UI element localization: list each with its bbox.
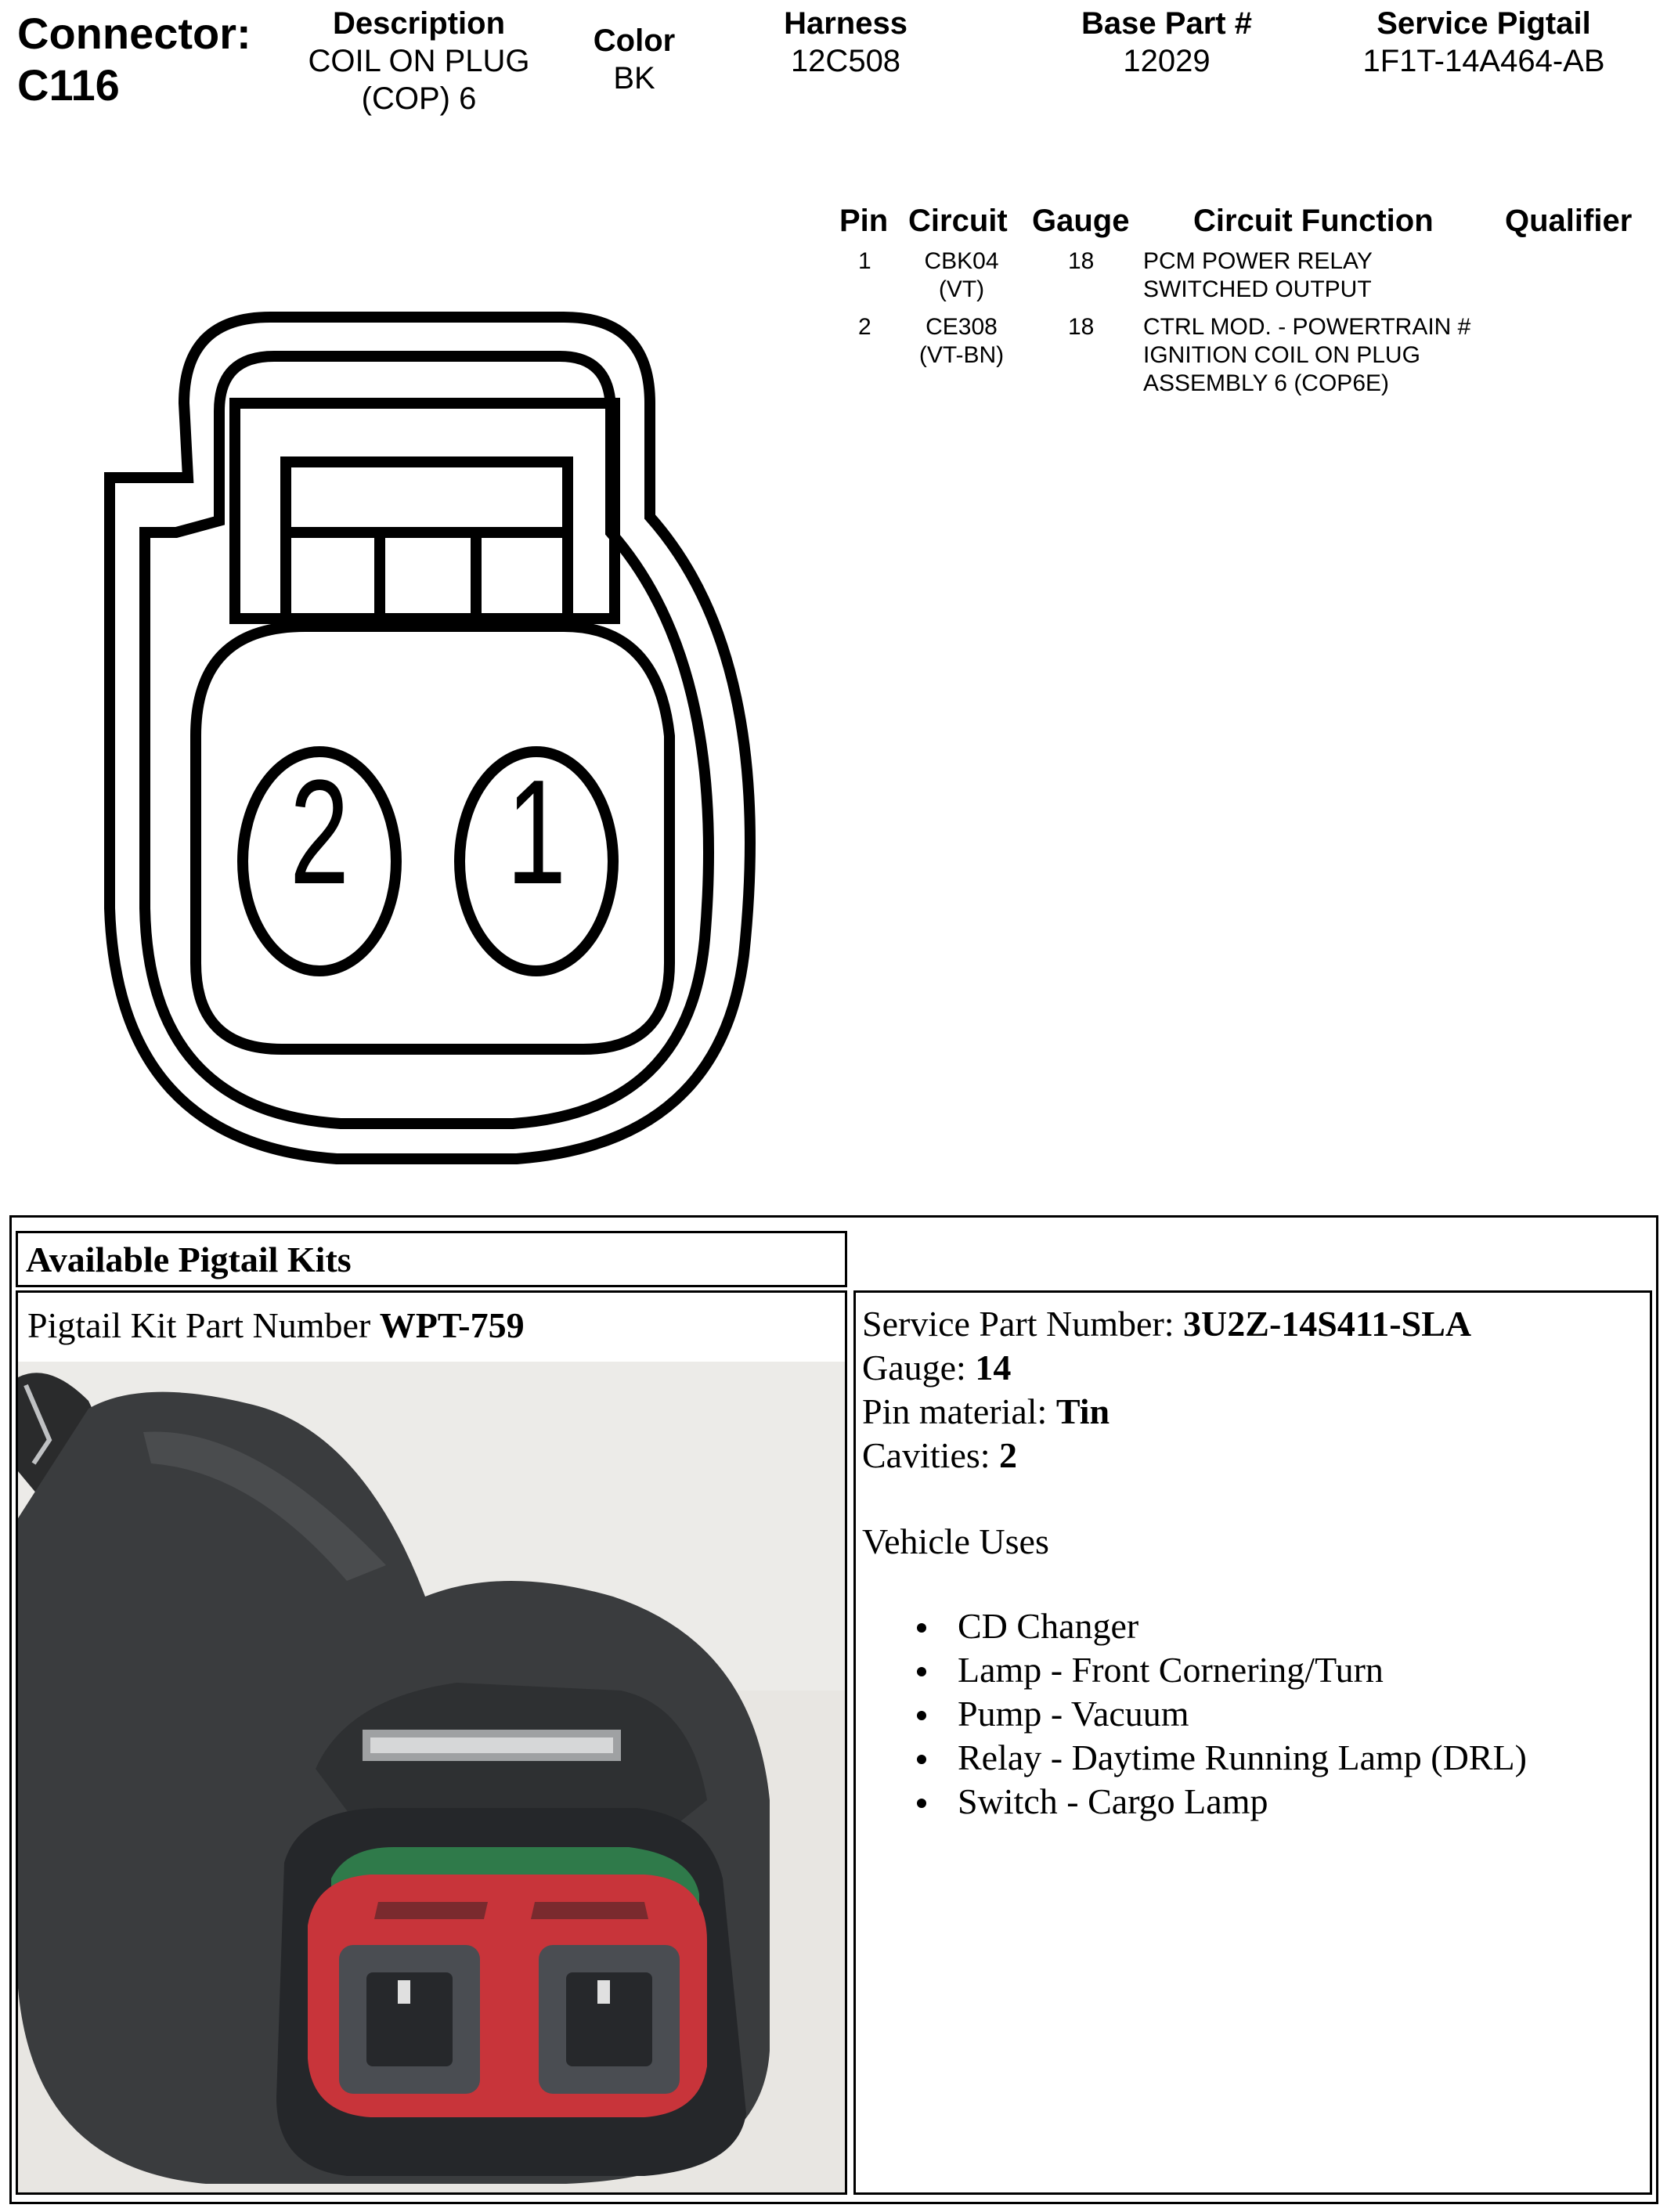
harness-value: 12C508 bbox=[790, 44, 901, 78]
pin-table-header-pin: Pin bbox=[839, 204, 889, 238]
connector-latch-tab bbox=[286, 462, 568, 619]
base-part-column bbox=[1034, 5, 1300, 80]
pin-row-2-function bbox=[1143, 313, 1470, 398]
pin-row-2-circuit bbox=[908, 313, 1015, 370]
harness-header: Harness bbox=[784, 6, 907, 41]
spec-gauge-value: 14 bbox=[975, 1348, 1012, 1387]
pin-table-header-qualifier: Qualifier bbox=[1505, 204, 1633, 238]
pin-row-1-function bbox=[1143, 247, 1373, 304]
service-pigtail-column bbox=[1323, 5, 1644, 80]
spec-pin-material bbox=[862, 1390, 1527, 1434]
vehicle-uses-heading: Vehicle Uses bbox=[862, 1521, 1049, 1561]
spec-service-part-number-label: Service Part Number: bbox=[862, 1304, 1184, 1344]
spec-service-part-number-value: 3U2Z-14S411-SLA bbox=[1183, 1304, 1472, 1344]
spec-cavities-value: 2 bbox=[999, 1435, 1018, 1475]
spec-service-part-number bbox=[862, 1302, 1527, 1346]
pin-row-1-circuit bbox=[908, 247, 1015, 304]
pigtail-kit-panel bbox=[16, 1290, 847, 2195]
pin-label-2: 2 bbox=[289, 749, 350, 916]
description-line-2: (COP) 6 bbox=[361, 81, 477, 116]
vehicle-use-item bbox=[917, 1604, 1527, 1648]
kit-part-number bbox=[27, 1305, 525, 1346]
vehicle-use-text: Lamp - Front Cornering/Turn bbox=[958, 1650, 1384, 1690]
vehicle-use-text: CD Changer bbox=[958, 1606, 1139, 1646]
pin-table-header-function: Circuit Function bbox=[1193, 204, 1434, 238]
spec-pin-material-label: Pin material: bbox=[862, 1391, 1056, 1431]
connector-face-diagram bbox=[78, 298, 767, 1190]
harness-column bbox=[728, 5, 963, 80]
base-part-value: 12029 bbox=[1123, 44, 1211, 78]
pin-row-1-function-line-2: SWITCHED OUTPUT bbox=[1143, 276, 1372, 302]
base-part-header: Base Part # bbox=[1081, 6, 1252, 41]
connector-title bbox=[17, 8, 251, 111]
pigtail-specs-panel bbox=[853, 1290, 1652, 2195]
vehicle-use-item bbox=[917, 1736, 1527, 1780]
color-header: Color bbox=[593, 23, 676, 58]
vehicle-use-text: Relay - Daytime Running Lamp (DRL) bbox=[958, 1737, 1527, 1777]
vehicle-use-text: Pump - Vacuum bbox=[958, 1694, 1189, 1734]
description-column bbox=[262, 5, 576, 117]
pin-row-2-gauge: 18 bbox=[1068, 314, 1095, 340]
connector-terminal-face bbox=[196, 626, 669, 1049]
pigtail-specs bbox=[862, 1302, 1527, 1824]
pin-row-1-function-line-1: PCM POWER RELAY bbox=[1143, 248, 1373, 274]
vehicle-use-item bbox=[917, 1648, 1527, 1692]
kit-part-value: WPT-759 bbox=[379, 1305, 525, 1345]
pigtail-connector-photo bbox=[18, 1362, 845, 2195]
spec-gauge-label: Gauge: bbox=[862, 1348, 976, 1387]
pin-row-2-function-line-1: CTRL MOD. - POWERTRAIN # bbox=[1143, 314, 1471, 340]
service-pigtail-header: Service Pigtail bbox=[1377, 6, 1591, 41]
bullet-icon bbox=[917, 1667, 926, 1676]
vehicle-uses-list bbox=[917, 1604, 1527, 1824]
pin-label-1: 1 bbox=[506, 749, 567, 916]
pin-table-header-gauge: Gauge bbox=[1032, 204, 1130, 238]
connector-label: Connector: bbox=[17, 9, 251, 58]
service-pigtail-value: 1F1T-14A464-AB bbox=[1362, 44, 1605, 78]
pin-row-1-pin: 1 bbox=[858, 248, 871, 274]
vehicle-use-item bbox=[917, 1780, 1527, 1824]
bullet-icon bbox=[917, 1799, 926, 1808]
bullet-icon bbox=[917, 1711, 926, 1720]
kit-part-label: Pigtail Kit Part Number bbox=[27, 1305, 380, 1345]
pin-row-1-circuit-color: (VT) bbox=[938, 276, 985, 302]
connector-id: C116 bbox=[17, 60, 120, 110]
color-column bbox=[564, 22, 705, 97]
pin-row-2-circuit-code: CE308 bbox=[926, 314, 998, 340]
description-header: Description bbox=[332, 6, 506, 41]
spec-cavities bbox=[862, 1434, 1527, 1478]
pin-table-header-circuit: Circuit bbox=[908, 204, 1008, 238]
connector-outer-shell bbox=[110, 317, 750, 1159]
pin-row-1-gauge: 18 bbox=[1068, 248, 1095, 274]
spec-cavities-label: Cavities: bbox=[862, 1435, 1000, 1475]
pin-row-1-circuit-code: CBK04 bbox=[924, 248, 999, 274]
bullet-icon bbox=[917, 1623, 926, 1633]
spec-gauge bbox=[862, 1346, 1527, 1390]
spec-pin-material-value: Tin bbox=[1055, 1391, 1110, 1431]
pin-row-2-pin: 2 bbox=[858, 314, 871, 340]
pin-row-2-circuit-color: (VT-BN) bbox=[918, 342, 1005, 368]
bullet-icon bbox=[917, 1755, 926, 1764]
connector-latch-housing bbox=[235, 403, 615, 619]
vehicle-use-item bbox=[917, 1692, 1527, 1736]
vehicle-use-text: Switch - Cargo Lamp bbox=[958, 1781, 1268, 1821]
pin-row-2-function-line-3: ASSEMBLY 6 (COP6E) bbox=[1143, 370, 1390, 396]
pigtail-kits-title: Available Pigtail Kits bbox=[16, 1231, 847, 1287]
pin-row-2-function-line-2: IGNITION COIL ON PLUG bbox=[1143, 342, 1420, 368]
description-line-1: COIL ON PLUG bbox=[308, 44, 530, 78]
color-value: BK bbox=[613, 61, 655, 96]
